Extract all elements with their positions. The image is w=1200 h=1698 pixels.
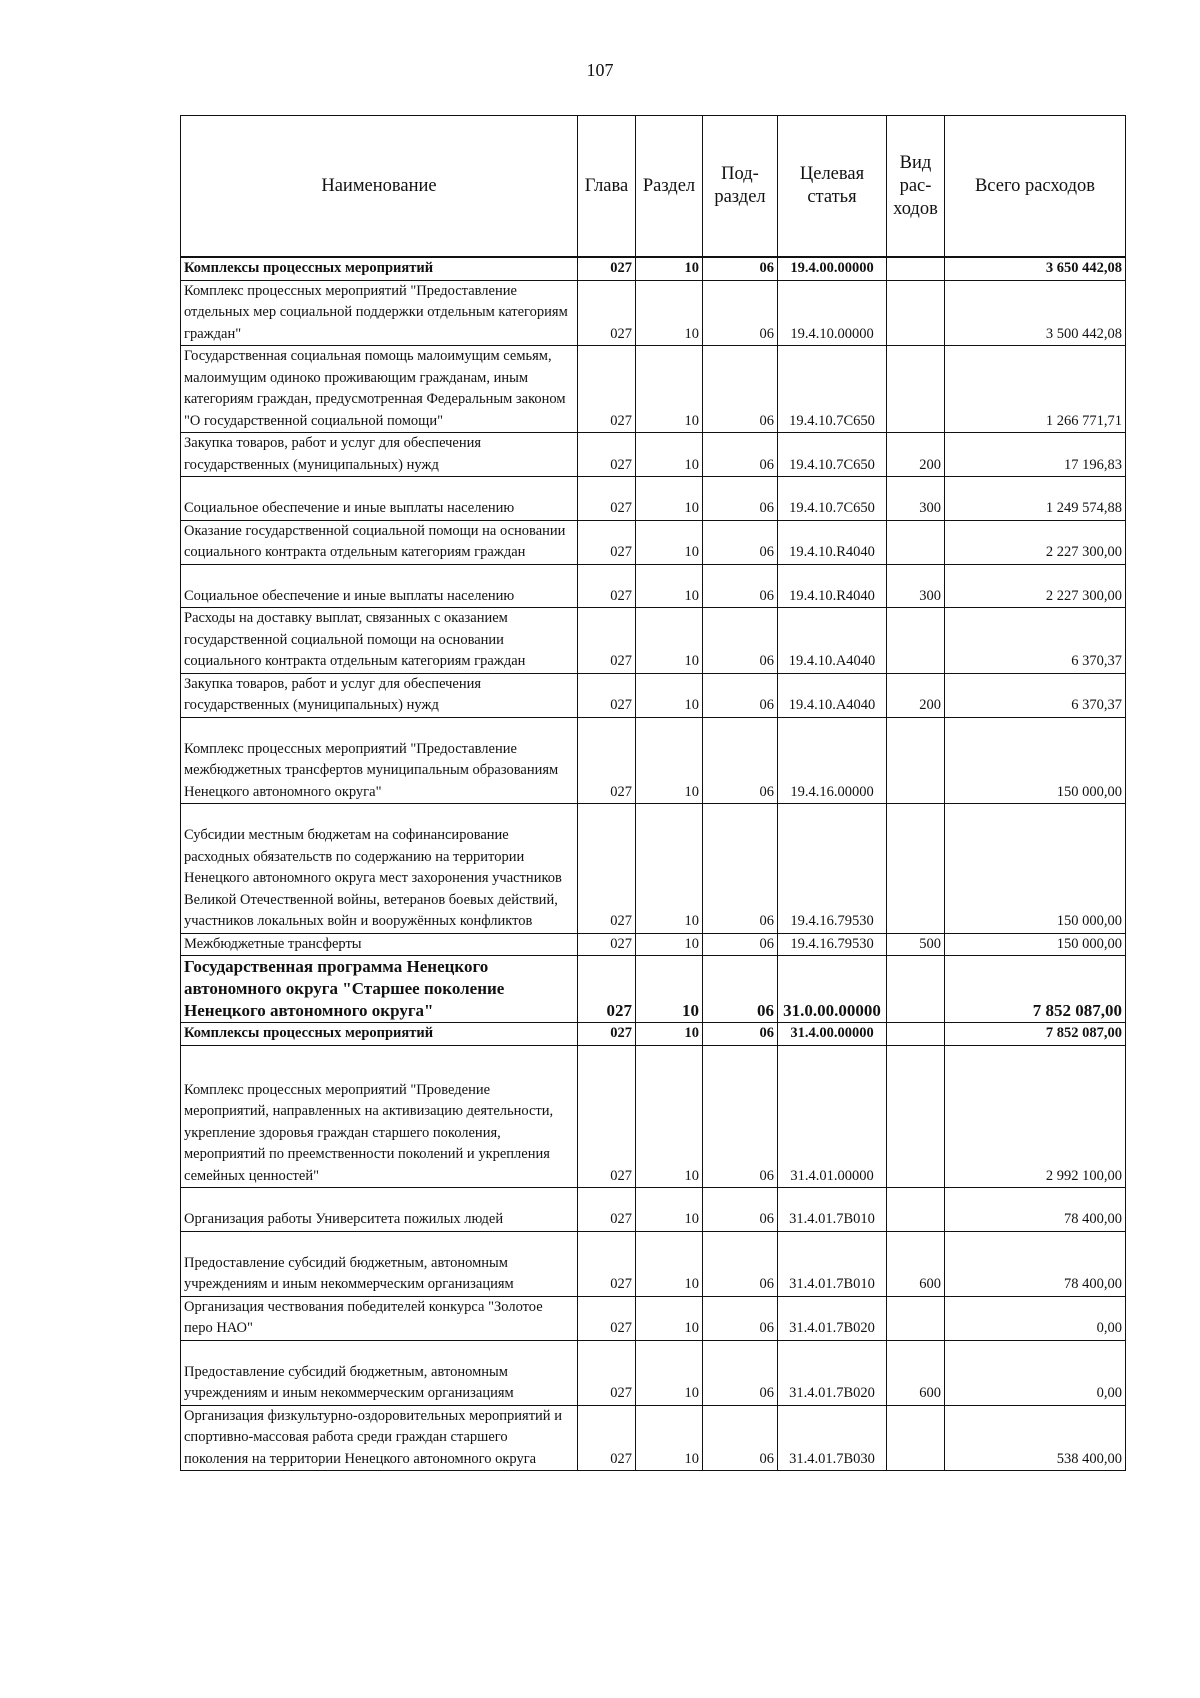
cell-celevaya: 19.4.10.А4040 [778,673,887,717]
table-row [181,477,1126,521]
cell-total: 3 650 442,08 [945,257,1126,280]
cell-celevaya: 19.4.10.R4040 [778,520,887,564]
table-row [181,520,1126,564]
table-row [181,933,1126,956]
cell-glava: 027 [578,1231,636,1296]
table-row [181,804,1126,934]
cell-razdel: 10 [636,804,703,934]
header-podrazdel: Под-раздел [703,116,778,258]
cell-podrazdel: 06 [703,257,778,280]
cell-name: Организация чествования победителей конкурса "Золотое перо НАО" [181,1296,578,1340]
cell-total: 150 000,00 [945,933,1126,956]
cell-podrazdel: 06 [703,477,778,521]
page-number: 107 [586,60,614,80]
cell-razdel: 10 [636,717,703,804]
cell-razdel: 10 [636,1340,703,1405]
cell-celevaya: 31.4.01.00000 [778,1045,887,1188]
header-razdel: Раздел [636,116,703,258]
cell-vid [887,257,945,280]
cell-name: Комплексы процессных мероприятий [181,257,578,280]
cell-glava: 027 [578,520,636,564]
cell-razdel: 10 [636,433,703,477]
table-row [181,1231,1126,1296]
cell-total: 17 196,83 [945,433,1126,477]
cell-celevaya: 19.4.10.А4040 [778,608,887,674]
cell-vid: 500 [887,933,945,956]
cell-celevaya: 31.4.00.00000 [778,1023,887,1046]
cell-celevaya: 31.4.01.7В010 [778,1188,887,1232]
cell-celevaya: 31.0.00.00000 [778,956,887,1023]
cell-name: Комплекс процессных мероприятий "Предоставление отдельных мер социальной поддержки отдельным категориям граждан" [181,280,578,346]
cell-total: 3 500 442,08 [945,280,1126,346]
cell-name: Государственная социальная помощь малоимущим семьям, малоимущим одиноко проживающим гражданам, иным категориям граждан, предусмотренная Федеральным законом "О государственной социальной помощи" [181,346,578,433]
header-glava: Глава [578,116,636,258]
cell-total: 1 266 771,71 [945,346,1126,433]
cell-podrazdel: 06 [703,433,778,477]
cell-name: Социальное обеспечение и иные выплаты населению [181,564,578,608]
cell-glava: 027 [578,804,636,934]
table-row [181,608,1126,674]
cell-celevaya: 19.4.10.R4040 [778,564,887,608]
cell-name: Расходы на доставку выплат, связанных с оказанием государственной социальной помощи на основании социального контракта отдельным категориям граждан [181,608,578,674]
cell-celevaya: 31.4.01.7В010 [778,1231,887,1296]
cell-vid: 300 [887,564,945,608]
table-row [181,1296,1126,1340]
cell-name: Комплекс процессных мероприятий "Предоставление межбюджетных трансфертов муниципальным образованиям Ненецкого автономного округа" [181,717,578,804]
cell-celevaya: 31.4.01.7В030 [778,1405,887,1471]
cell-glava: 027 [578,433,636,477]
cell-podrazdel: 06 [703,673,778,717]
cell-glava: 027 [578,608,636,674]
table-row [181,346,1126,433]
cell-podrazdel: 06 [703,1231,778,1296]
cell-name: Комплексы процессных мероприятий [181,1023,578,1046]
cell-total: 2 227 300,00 [945,564,1126,608]
cell-celevaya: 19.4.10.7С650 [778,346,887,433]
cell-glava: 027 [578,1296,636,1340]
cell-razdel: 10 [636,1045,703,1188]
cell-name: Социальное обеспечение и иные выплаты населению [181,477,578,521]
cell-vid: 600 [887,1340,945,1405]
cell-vid [887,956,945,1023]
cell-razdel: 10 [636,1023,703,1046]
cell-podrazdel: 06 [703,280,778,346]
cell-razdel: 10 [636,608,703,674]
cell-razdel: 10 [636,1296,703,1340]
cell-podrazdel: 06 [703,804,778,934]
cell-razdel: 10 [636,933,703,956]
cell-celevaya: 19.4.16.79530 [778,933,887,956]
cell-total: 7 852 087,00 [945,956,1126,1023]
cell-celevaya: 31.4.01.7В020 [778,1296,887,1340]
table-row [181,1188,1126,1232]
cell-vid [887,346,945,433]
cell-total: 78 400,00 [945,1231,1126,1296]
cell-name: Государственная программа Ненецкого автономного округа "Старшее поколение Ненецкого автономного округа" [181,956,578,1023]
table-row [181,433,1126,477]
cell-glava: 027 [578,1405,636,1471]
cell-glava: 027 [578,1340,636,1405]
cell-podrazdel: 06 [703,520,778,564]
cell-name: Комплекс процессных мероприятий "Проведение мероприятий, направленных на активизацию деятельности, укрепление здоровья граждан старшего поколения, мероприятий по преемственности поколений и укрепления семейных ценностей" [181,1045,578,1188]
cell-vid [887,1296,945,1340]
table-row [181,673,1126,717]
cell-razdel: 10 [636,673,703,717]
cell-podrazdel: 06 [703,1045,778,1188]
cell-razdel: 10 [636,257,703,280]
header-row [181,116,1126,258]
cell-celevaya: 19.4.10.7С650 [778,477,887,521]
header-name: Наименование [181,116,578,258]
table-row [181,564,1126,608]
cell-glava: 027 [578,717,636,804]
cell-vid [887,280,945,346]
cell-glava: 027 [578,280,636,346]
cell-glava: 027 [578,346,636,433]
cell-razdel: 10 [636,280,703,346]
cell-podrazdel: 06 [703,608,778,674]
cell-total: 78 400,00 [945,1188,1126,1232]
cell-podrazdel: 06 [703,1340,778,1405]
cell-vid [887,520,945,564]
table-row [181,1045,1126,1188]
cell-razdel: 10 [636,477,703,521]
cell-razdel: 10 [636,564,703,608]
cell-total: 0,00 [945,1340,1126,1405]
table-row [181,280,1126,346]
cell-vid [887,804,945,934]
cell-vid [887,1405,945,1471]
header-vid: Вид рас-ходов [887,116,945,258]
cell-razdel: 10 [636,1188,703,1232]
cell-name: Предоставление субсидий бюджетным, автономным учреждениям и иным некоммерческим организациям [181,1231,578,1296]
cell-total: 6 370,37 [945,608,1126,674]
cell-vid [887,717,945,804]
cell-celevaya: 19.4.10.7С650 [778,433,887,477]
cell-celevaya: 31.4.01.7В020 [778,1340,887,1405]
cell-podrazdel: 06 [703,1405,778,1471]
cell-glava: 027 [578,564,636,608]
table-row [181,717,1126,804]
cell-glava: 027 [578,1188,636,1232]
cell-celevaya: 19.4.16.00000 [778,717,887,804]
cell-total: 7 852 087,00 [945,1023,1126,1046]
cell-vid: 200 [887,673,945,717]
cell-podrazdel: 06 [703,346,778,433]
cell-razdel: 10 [636,346,703,433]
cell-podrazdel: 06 [703,1023,778,1046]
cell-vid [887,1045,945,1188]
cell-glava: 027 [578,1045,636,1188]
cell-podrazdel: 06 [703,1188,778,1232]
cell-total: 6 370,37 [945,673,1126,717]
cell-vid [887,1023,945,1046]
cell-name: Закупка товаров, работ и услуг для обеспечения государственных (муниципальных) нужд [181,433,578,477]
cell-podrazdel: 06 [703,717,778,804]
cell-name: Субсидии местным бюджетам на софинансирование расходных обязательств по содержанию на территории Ненецкого автономного округа мест захоронения участников Великой Отечественной войны, ветеранов боевых действий, участников локальных войн и вооружённых конфликтов [181,804,578,934]
cell-name: Закупка товаров, работ и услуг для обеспечения государственных (муниципальных) нужд [181,673,578,717]
cell-total: 2 992 100,00 [945,1045,1126,1188]
table-row [181,1405,1126,1471]
cell-glava: 027 [578,673,636,717]
cell-vid: 200 [887,433,945,477]
cell-total: 150 000,00 [945,717,1126,804]
header-total: Всего расходов [945,116,1126,258]
cell-podrazdel: 06 [703,564,778,608]
cell-name: Оказание государственной социальной помощи на основании социального контракта отдельным категориям граждан [181,520,578,564]
cell-vid: 300 [887,477,945,521]
cell-name: Межбюджетные трансферты [181,933,578,956]
cell-total: 0,00 [945,1296,1126,1340]
table-row [181,257,1126,280]
cell-celevaya: 19.4.16.79530 [778,804,887,934]
cell-glava: 027 [578,933,636,956]
cell-glava: 027 [578,257,636,280]
table-body [181,257,1126,1471]
cell-vid [887,1188,945,1232]
budget-table [180,115,1126,1471]
cell-razdel: 10 [636,520,703,564]
cell-name: Организация физкультурно-оздоровительных мероприятий и спортивно-массовая работа среди граждан старшего поколения на территории Ненецкого автономного округа [181,1405,578,1471]
table-row [181,1340,1126,1405]
cell-podrazdel: 06 [703,956,778,1023]
table-row [181,956,1126,1023]
cell-glava: 027 [578,477,636,521]
cell-podrazdel: 06 [703,933,778,956]
cell-celevaya: 19.4.00.00000 [778,257,887,280]
cell-razdel: 10 [636,1405,703,1471]
cell-podrazdel: 06 [703,1296,778,1340]
header-celevaya: Целевая статья [778,116,887,258]
cell-vid: 600 [887,1231,945,1296]
cell-total: 538 400,00 [945,1405,1126,1471]
cell-name: Предоставление субсидий бюджетным, автономным учреждениям и иным некоммерческим организациям [181,1340,578,1405]
cell-glava: 027 [578,1023,636,1046]
cell-total: 2 227 300,00 [945,520,1126,564]
cell-celevaya: 19.4.10.00000 [778,280,887,346]
cell-razdel: 10 [636,956,703,1023]
cell-glava: 027 [578,956,636,1023]
cell-total: 1 249 574,88 [945,477,1126,521]
cell-razdel: 10 [636,1231,703,1296]
cell-vid [887,608,945,674]
cell-total: 150 000,00 [945,804,1126,934]
cell-name: Организация работы Университета пожилых людей [181,1188,578,1232]
table-row [181,1023,1126,1046]
